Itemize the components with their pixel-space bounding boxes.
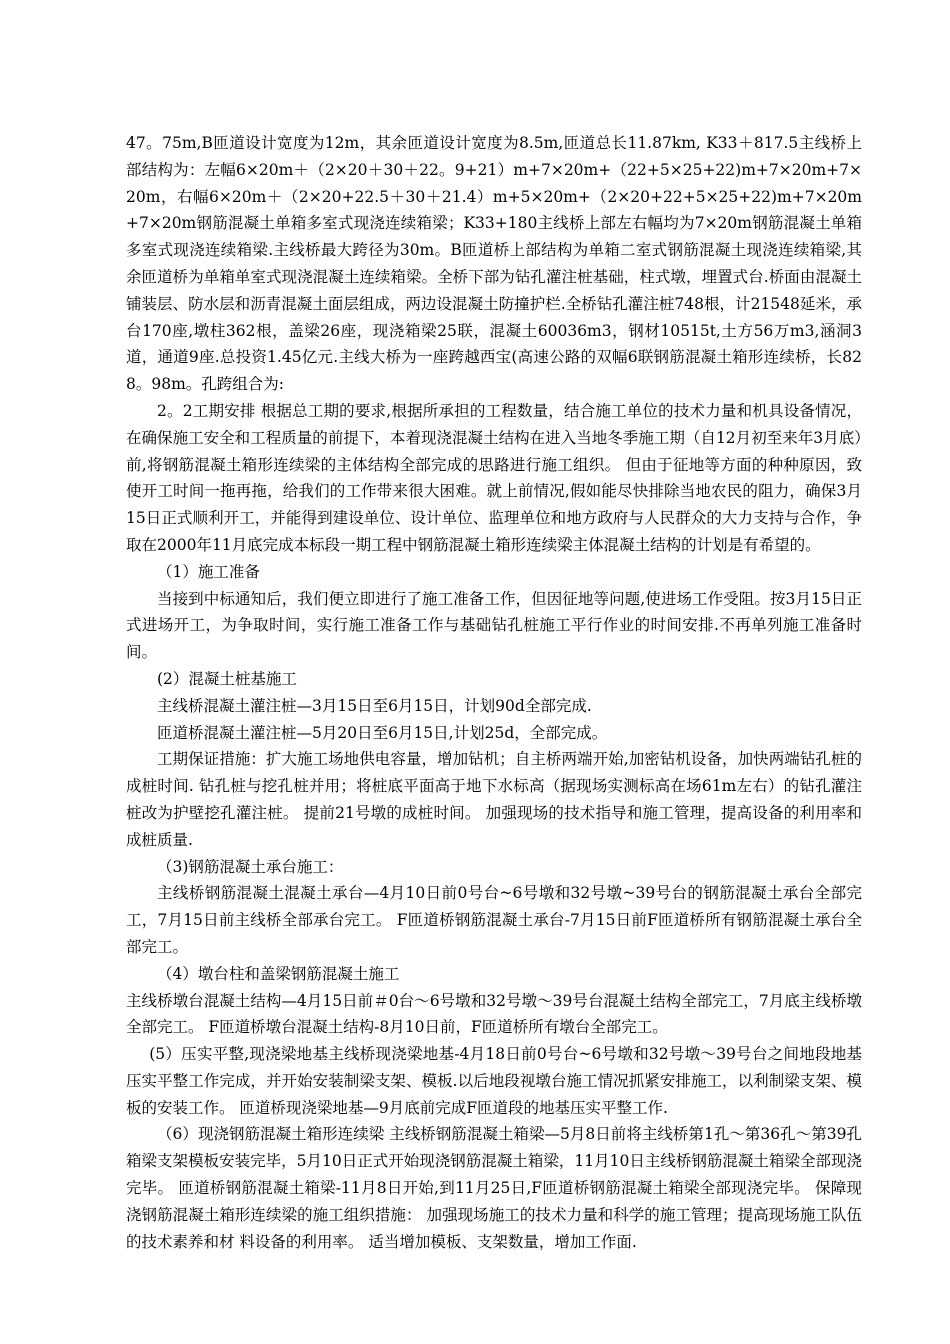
paragraph-mainline-piles: 主线桥混凝土灌注桩—3月15日至6月15日，计划90d全部完成. bbox=[157, 696, 592, 715]
paragraph-ramp-piles: 匝道桥混凝土灌注桩—5月20日至6月15日,计划25d，全部完成。 bbox=[157, 723, 608, 742]
document-page bbox=[126, 130, 862, 1255]
paragraph-pile-cap: 主线桥钢筋混凝土混凝土承台—4月10日前0号台~6号墩和32号墩~39号台的钢筋混凝土承台全部完工，7月15日前主线桥全部承台完工。 F匝道桥钢筋混凝土承台-7月15日前F匝道桥所有钢筋混凝土承台全部完工。 bbox=[126, 884, 862, 956]
heading-pile-cap: （3)钢筋混凝土承台施工： bbox=[157, 857, 344, 876]
paragraph-ground-compaction: (5）压实平整,现浇梁地基主线桥现浇梁地基-4月18日前0号台~6号墩和32号墩～39号台之间地段地基压实平整工作完成，并开始安装制梁支架、模板.以后地段视墩台施工情况抓紧安排施工，以利制梁支架、模板的安装工作。 匝道桥现浇梁地基—9月底前完成F匝道段的地基压实平整工作. bbox=[126, 1045, 862, 1117]
paragraph-box-girder: （6）现浇钢筋混凝土箱形连续梁 主线桥钢筋混凝土箱梁—5月8日前将主线桥第1孔～第36孔～第39孔箱梁支架模板安装完毕，5月10日正式开始现浇钢筋混凝土箱梁，11月10日主线桥钢筋混凝土箱梁全部现浇完毕。 匝道桥钢筋混凝土箱梁-11月8日开始,到11月25日,F匝道桥钢筋混凝土箱梁全部现浇完毕。 保障现浇钢筋混凝土箱形连续梁的施工组织措施： 加强现场施工的技术力量和科学的施工管理；提高现场施工队伍的技术素养和材 料设备的利用率。 适当增加模板、支架数量，增加工作面. bbox=[126, 1125, 862, 1251]
paragraph-construction-prep: 当接到中标通知后，我们便立即进行了施工准备工作，但因征地等问题,使进场工作受阻。按3月15日正式进场开工，为争取时间，实行施工准备工作与基础钻孔桩施工平行作业的时间安排.不再单列施工准备时间。 bbox=[126, 589, 862, 662]
heading-construction-prep: （1）施工准备 bbox=[157, 562, 260, 581]
paragraph-pier-beam: 主线桥墩台混凝土结构—4月15日前＃0台～6号墩和32号墩～39号台混凝土结构全部完工，7月底主线桥墩全部完工。 F匝道桥墩台混凝土结构-8月10日前，F匝道桥所有墩台全部完工。 bbox=[126, 991, 862, 1037]
paragraph-schedule: 2。2工期安排 根据总工期的要求,根据所承担的工程数量，结合施工单位的技术力量和机具设备情况，在确保施工安全和工程质量的前提下，本着现浇混凝土结构在进入当地冬季施工期（自12月初至来年3月底）前,将钢筋混凝土箱形连续梁的主体结构全部完成的思路进行施工组织。 但由于征地等方面的种种原因，致使开工时间一拖再拖，给我们的工作带来很大困难。就上前情况,假如能尽快排除当地农民的阻力，确保3月15日正式顺利开工，并能得到建设单位、设计单位、监理单位和地方政府与人民群众的大力支持与合作，争取在2000年11月底完成本标段一期工程中钢筋混凝土箱形连续梁主体混凝土结构的计划是有希望的。 bbox=[126, 401, 862, 554]
paragraph-project-overview: 47。75m,B匝道设计宽度为12m，其余匝道设计宽度为8.5m,匝道总长11.87km, K33＋817.5主线桥上部结构为：左幅6×20m＋（2×20＋30＋22。9+21）m+7×20m+（22+5×25+22)m+7×20m+7×20m，右幅6×20m＋（2×20+22.5＋30＋21.4）m+5×20m+（2×20+22+5×25+22)m+7×20m+7×20m钢筋混凝土单箱多室式现浇连续箱梁；K33+180主线桥上部左右幅均为7×20m钢筋混凝土单箱多室式现浇连续箱梁.主线桥最大跨径为30m。B匝道桥上部结构为单箱二室式钢筋混凝土现浇连续箱梁,其余匝道桥为单箱单室式现浇混凝土连续箱梁。全桥下部为钻孔灌注桩基础，柱式墩，埋置式台.桥面由混凝土铺装层、防水层和沥青混凝土面层组成，两边设混凝土防撞护栏.全桥钻孔灌注桩748根，计21548延米，承台170座,墩柱362根，盖梁26座，现浇箱梁25联，混凝土60036m3，钢材10515t,土方56万m3,涵洞3道，通道9座.总投资1.45亿元.主线大桥为一座跨越西宝(高速公路的双幅6联钢筋混凝土箱形连续桥，长828。98m。孔跨组合为: bbox=[126, 134, 862, 394]
heading-pile-foundation: (2）混凝土桩基施工 bbox=[157, 669, 297, 688]
heading-pier-beam: （4）墩台柱和盖梁钢筋混凝土施工 bbox=[157, 964, 400, 983]
paragraph-pile-measures: 工期保证措施：扩大施工场地供电容量，增加钻机；自主桥两端开始,加密钻机设备，加快两端钻孔桩的成桩时间. 钻孔桩与挖孔桩并用；将桩底平面高于地下水标高（据现场实测标高在场61m左右）的钻孔灌注桩改为护壁挖孔灌注桩。 提前21号墩的成桩时间。 加强现场的技术指导和施工管理，提高设备的利用率和成桩质量. bbox=[126, 750, 862, 849]
